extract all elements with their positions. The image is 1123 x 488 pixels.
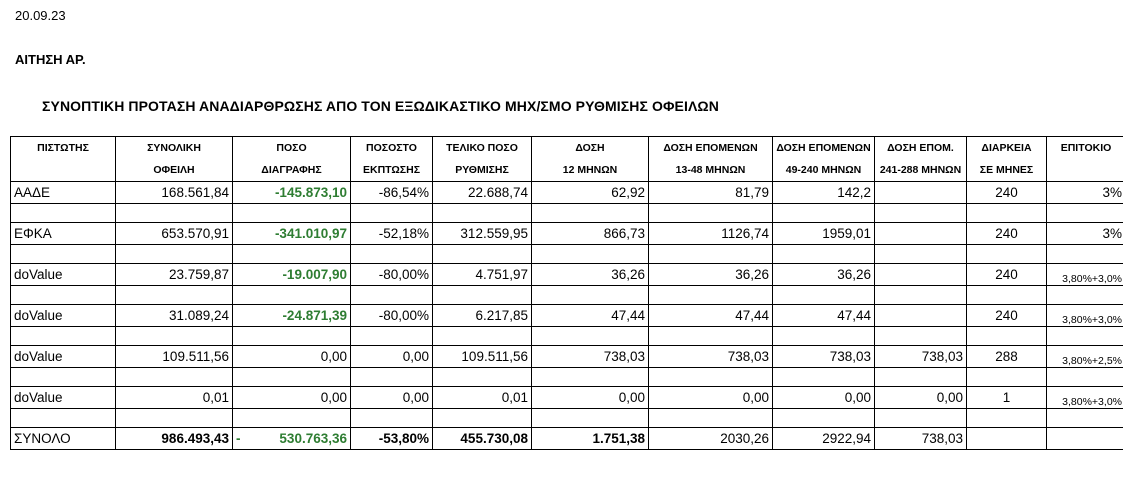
empty-cell [967,245,1047,264]
empty-cell [351,368,433,387]
empty-cell [649,204,773,223]
empty-cell [116,327,233,346]
header-installment-12: ΔΟΣΗ [532,137,649,160]
document-title: ΣΥΝΟΠΤΙΚΗ ΠΡΟΤΑΣΗ ΑΝΑΔΙΑΡΘΡΩΣΗΣ ΑΠΟ ΤΟΝ ΕΞΩΔΙΚΑΣΤΙΚΟ ΜΗΧ/ΣΜΟ ΡΥΘΜΙΣΗΣ ΟΦΕΙΛΩΝ [42,98,719,114]
table-row [11,387,1123,409]
empty-cell [233,368,351,387]
empty-cell [351,409,433,428]
empty-cell [649,286,773,305]
empty-cell [1047,327,1123,346]
empty-cell [351,204,433,223]
empty-cell [1047,286,1123,305]
empty-cell [116,368,233,387]
empty-cell [433,286,532,305]
header-row-1 [11,137,1123,160]
total-discount: -53,80% [351,428,433,450]
cell-discount: -52,18% [351,223,433,245]
header-installment-13-48: ΔΟΣΗ ΕΠΟΜΕΝΩΝ [649,137,773,160]
cell-installment-12: 738,03 [532,346,649,368]
empty-cell [233,327,351,346]
empty-cell [875,286,967,305]
cell-duration: 288 [967,346,1047,368]
total-interest [1047,428,1123,450]
cell-installment-241-288 [875,264,967,286]
cell-discount: -80,00% [351,305,433,327]
request-number-label: ΑΙΤΗΣΗ ΑΡ. [15,52,86,67]
cell-writeoff: -341.010,97 [233,223,351,245]
cell-installment-12: 0,00 [532,387,649,409]
header-duration-cont: ΣΕ ΜΗΝΕΣ [967,159,1047,182]
cell-writeoff: 0,00 [233,346,351,368]
cell-interest: 3% [1047,182,1123,204]
cell-duration: 240 [967,182,1047,204]
cell-discount: 0,00 [351,346,433,368]
cell-writeoff: -24.871,39 [233,305,351,327]
cell-final-amount: 109.511,56 [433,346,532,368]
cell-installment-12: 866,73 [532,223,649,245]
cell-interest: 3,80%+3,0% [1047,387,1123,409]
empty-cell [233,286,351,305]
empty-cell [967,286,1047,305]
cell-total-debt: 168.561,84 [116,182,233,204]
empty-cell [532,245,649,264]
header-row-2 [11,159,1123,182]
cell-installment-49-240: 142,2 [773,182,875,204]
cell-installment-12: 62,92 [532,182,649,204]
empty-cell [875,409,967,428]
table-body [11,182,1123,428]
header-installment-49-240-cont: 49-240 ΜΗΝΩΝ [773,159,875,182]
header-installment-13-48-cont: 13-48 ΜΗΝΩΝ [649,159,773,182]
empty-cell [773,327,875,346]
cell-installment-241-288 [875,305,967,327]
cell-installment-13-48: 81,79 [649,182,773,204]
empty-cell [233,204,351,223]
cell-installment-12: 36,26 [532,264,649,286]
cell-writeoff: 0,00 [233,387,351,409]
empty-cell [967,409,1047,428]
table-row [11,305,1123,327]
cell-installment-241-288 [875,182,967,204]
spacer-row [11,286,1123,305]
empty-cell [1047,368,1123,387]
empty-cell [11,409,116,428]
cell-writeoff: -145.873,10 [233,182,351,204]
total-writeoff-dash: - [236,431,241,446]
empty-cell [11,368,116,387]
empty-cell [11,286,116,305]
cell-interest: 3,80%+2,5% [1047,346,1123,368]
empty-cell [11,245,116,264]
cell-installment-13-48: 36,26 [649,264,773,286]
cell-interest: 3% [1047,223,1123,245]
header-writeoff: ΠΟΣΟ [233,137,351,160]
cell-installment-49-240: 0,00 [773,387,875,409]
cell-installment-241-288 [875,223,967,245]
cell-duration: 240 [967,223,1047,245]
table-row [11,346,1123,368]
cell-discount: 0,00 [351,387,433,409]
empty-cell [875,368,967,387]
header-installment-49-240: ΔΟΣΗ ΕΠΟΜΕΝΩΝ [773,137,875,160]
spacer-row [11,204,1123,223]
total-row [11,428,1123,450]
empty-cell [875,327,967,346]
header-interest: ΕΠΙΤΟΚΙΟ [1047,137,1123,160]
empty-cell [233,245,351,264]
header-final-amount-cont: ΡΥΘΜΙΣΗΣ [433,159,532,182]
empty-cell [649,368,773,387]
spacer-row [11,245,1123,264]
header-creditor: ΠΙΣΤΩΤΗΣ [11,137,116,160]
cell-installment-241-288: 738,03 [875,346,967,368]
empty-cell [967,204,1047,223]
cell-installment-12: 47,44 [532,305,649,327]
empty-cell [433,409,532,428]
document-date: 20.09.23 [15,8,66,23]
empty-cell [351,327,433,346]
cell-installment-13-48: 1126,74 [649,223,773,245]
cell-installment-49-240: 1959,01 [773,223,875,245]
cell-total-debt: 0,01 [116,387,233,409]
empty-cell [233,409,351,428]
cell-creditor: ΑΑΔΕ [11,182,116,204]
empty-cell [773,245,875,264]
cell-total-debt: 23.759,87 [116,264,233,286]
cell-final-amount: 22.688,74 [433,182,532,204]
header-installment-241-288-cont: 241-288 ΜΗΝΩΝ [875,159,967,182]
total-installment-12: 1.751,38 [532,428,649,450]
header-total-debt: ΣΥΝΟΛΙΚΗ [116,137,233,160]
empty-cell [433,245,532,264]
cell-installment-13-48: 47,44 [649,305,773,327]
cell-final-amount: 4.751,97 [433,264,532,286]
header-total-debt-cont: ΟΦΕΙΛΗ [116,159,233,182]
header-installment-241-288: ΔΟΣΗ ΕΠΟΜ. [875,137,967,160]
empty-cell [773,368,875,387]
empty-cell [967,368,1047,387]
empty-cell [875,245,967,264]
cell-discount: -86,54% [351,182,433,204]
cell-installment-13-48: 738,03 [649,346,773,368]
header-installment-12-cont: 12 ΜΗΝΩΝ [532,159,649,182]
header-final-amount: ΤΕΛΙΚΟ ΠΟΣΟ [433,137,532,160]
cell-installment-49-240: 36,26 [773,264,875,286]
cell-installment-49-240: 47,44 [773,305,875,327]
header-creditor-cont [11,159,116,182]
cell-writeoff: -19.007,90 [233,264,351,286]
empty-cell [532,204,649,223]
empty-cell [116,409,233,428]
cell-total-debt: 109.511,56 [116,346,233,368]
cell-final-amount: 6.217,85 [433,305,532,327]
total-writeoff-value: 530.763,36 [279,431,347,446]
empty-cell [532,368,649,387]
table-row [11,182,1123,204]
cell-final-amount: 0,01 [433,387,532,409]
empty-cell [1047,204,1123,223]
table-row [11,223,1123,245]
empty-cell [433,368,532,387]
empty-cell [433,327,532,346]
empty-cell [532,409,649,428]
cell-creditor: doValue [11,305,116,327]
header-interest-cont [1047,159,1123,182]
empty-cell [116,286,233,305]
empty-cell [116,204,233,223]
empty-cell [875,204,967,223]
empty-cell [773,409,875,428]
total-duration [967,428,1047,450]
empty-cell [1047,245,1123,264]
header-duration: ΔΙΑΡΚΕΙΑ [967,137,1047,160]
cell-duration: 240 [967,305,1047,327]
header-discount: ΠΟΣΟΣΤΟ [351,137,433,160]
empty-cell [649,409,773,428]
spacer-row [11,409,1123,428]
total-installment-49-240: 2922,94 [773,428,875,450]
empty-cell [967,327,1047,346]
empty-cell [433,204,532,223]
total-installment-241-288: 738,03 [875,428,967,450]
cell-creditor: ΕΦΚΑ [11,223,116,245]
cell-creditor: doValue [11,264,116,286]
cell-duration: 1 [967,387,1047,409]
table-row [11,264,1123,286]
empty-cell [11,204,116,223]
cell-discount: -80,00% [351,264,433,286]
total-installment-13-48: 2030,26 [649,428,773,450]
cell-duration: 240 [967,264,1047,286]
cell-creditor: doValue [11,346,116,368]
empty-cell [649,327,773,346]
cell-total-debt: 31.089,24 [116,305,233,327]
restructuring-table [10,136,1123,450]
cell-total-debt: 653.570,91 [116,223,233,245]
total-debt-sum: 986.493,43 [116,428,233,450]
cell-interest: 3,80%+3,0% [1047,264,1123,286]
total-final-sum: 455.730,08 [433,428,532,450]
total-label: ΣΥΝΟΛΟ [11,428,116,450]
cell-final-amount: 312.559,95 [433,223,532,245]
empty-cell [116,245,233,264]
total-writeoff-sum [233,428,351,450]
empty-cell [773,286,875,305]
empty-cell [773,204,875,223]
empty-cell [351,286,433,305]
spacer-row [11,327,1123,346]
empty-cell [11,327,116,346]
cell-installment-241-288: 0,00 [875,387,967,409]
cell-interest: 3,80%+3,0% [1047,305,1123,327]
empty-cell [532,327,649,346]
empty-cell [351,245,433,264]
cell-creditor: doValue [11,387,116,409]
cell-installment-49-240: 738,03 [773,346,875,368]
header-writeoff-cont: ΔΙΑΓΡΑΦΗΣ [233,159,351,182]
spacer-row [11,368,1123,387]
empty-cell [649,245,773,264]
empty-cell [1047,409,1123,428]
empty-cell [532,286,649,305]
header-discount-cont: ΕΚΠΤΩΣΗΣ [351,159,433,182]
cell-installment-13-48: 0,00 [649,387,773,409]
